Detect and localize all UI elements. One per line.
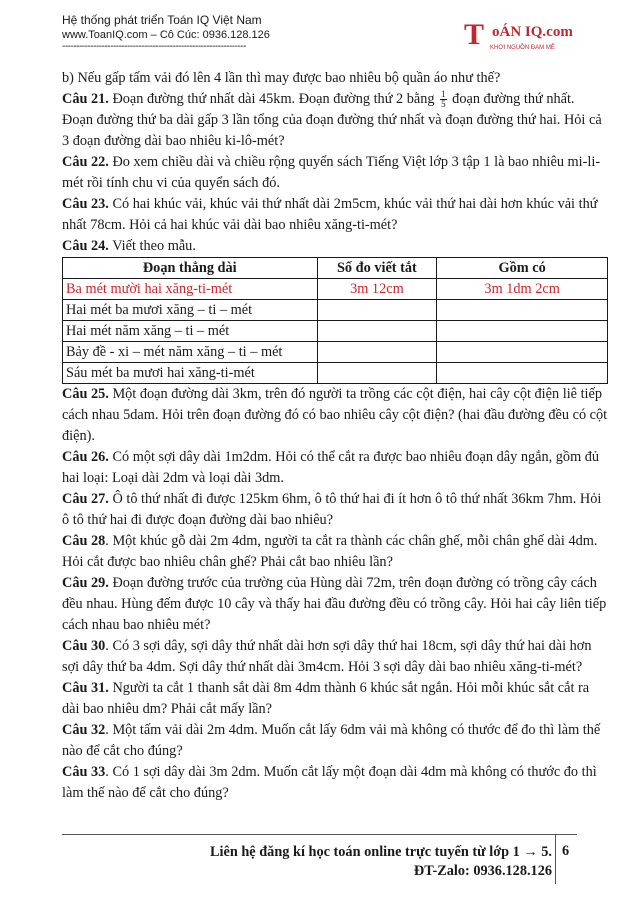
table-cell [437, 342, 608, 363]
question-32: Câu 32. Một tấm vải dài 2m 4dm. Muốn cắt lấy 6dm vải mà không có thước để đo thì làm thế nào để cắt cho đúng? [62, 722, 601, 759]
question-25: Câu 25. Một đoạn đường dài 3km, trên đó người ta trồng các cột điện, hai cây cột điện liê tiếp cách nhau 5dam. Hỏi trên đoạn đường đó có bao nhiêu cây cột điện? (hai đầu đường đều có cột điện). [62, 386, 608, 444]
question-27: Câu 27. Ô tô thứ nhất đi được 125km 6hm, ô tô thứ hai đi ít hơn ô tô thứ nhất 36km 7hm. Hỏi ô tô thứ hai đi được đoạn đường dài bao nhiêu? [62, 491, 602, 528]
table-cell [317, 342, 437, 363]
table-row [63, 342, 608, 363]
table-cell: 3m 1dm 2cm [437, 279, 608, 300]
question-28: Câu 28. Một khúc gỗ dài 2m 4dm, người ta cắt ra thành các chân ghế, mỗi chân ghế dài 4dm. Hỏi cắt được bao nhiêu chân ghế? Phải cắt bao nhiêu lần? [62, 533, 598, 570]
table-cell [317, 363, 437, 384]
footer-registration: Liên hệ đăng kí học toán online trực tuyến từ lớp 1 → 5. [209, 844, 552, 860]
question-31: Câu 31. Người ta cắt 1 thanh sắt dài 8m 4dm thành 6 khúc sắt ngắn. Hỏi mỗi khúc sắt cắt ra dài bao nhiêu dm? Phải cắt mấy lần? [62, 680, 590, 717]
question-21: Câu 21. Đoạn đường thứ nhất dài 45km. Đoạn đường thứ 2 bằng $\frac{1}{5}$ đoạn đường thứ nhất. Đoạn đường thứ ba dài gấp 3 lần tổng của đoạn đường thứ nhất và đoạn đường thứ hai. Hỏi cả 3 đoạn đường dài bao nhiêu ki-lô-mét? [62, 89, 602, 149]
question-label: Câu 32 [62, 722, 106, 738]
question-label: Câu 31. [62, 680, 109, 696]
logo-slogan: KHƠI NGUỒN ĐAM MÊ [490, 45, 555, 51]
logo-letter: T [464, 18, 485, 51]
question-label: Câu 30 [62, 638, 106, 654]
table-cell [437, 321, 608, 342]
table-row [63, 300, 608, 321]
table-cell: Bảy đề - xi – mét năm xăng – ti – mét [63, 342, 318, 363]
question-label: Câu 25. [62, 386, 109, 402]
table-cell: Hai mét năm xăng – ti – mét [63, 321, 318, 342]
fraction-one-fifth: $\frac{1}{5}$ [441, 89, 446, 110]
table-cell [317, 321, 437, 342]
question-label: Câu 33 [62, 764, 106, 780]
table-row-example [63, 279, 608, 300]
header-title: Hệ thống phát triển Toán IQ Việt Nam [62, 13, 262, 27]
question-24: Câu 24. Viết theo mẫu. [62, 238, 196, 254]
question-label: Câu 27. [62, 491, 109, 507]
table-cell: 3m 12cm [317, 279, 437, 300]
header-divider: ----------------------------------------------------------------- [62, 41, 246, 52]
table-cell: Hai mét ba mươi xăng – ti – mét [63, 300, 318, 321]
table-header-cell: Đoạn thẳng dài [63, 258, 318, 279]
page-footer [160, 843, 552, 881]
question-29: Câu 29. Đoạn đường trước của trường của Hùng dài 72m, trên đoạn đường có trồng cây cách đều nhau. Hùng đếm được 10 cây và thấy hai đầu đường đều có trồng cây. Hỏi hai cây liên tiếp cách nhau bao nhiêu mét? [62, 575, 607, 633]
question-23: Câu 23. Có hai khúc vải, khúc vải thứ nhất dài 2m5cm, khúc vải thứ hai dài hơn khúc vải thứ nhất 78cm. Hỏi cả hai khúc vải dài bao nhiêu xăng-ti-mét? [62, 196, 598, 233]
question-part-b: b) Nếu gấp tấm vải đó lên 4 lần thì may được bao nhiêu bộ quần áo như thế? [62, 70, 501, 86]
table-cell: Ba mét mười hai xăng-ti-mét [63, 279, 318, 300]
question-label: Câu 24. [62, 238, 109, 254]
question-26: Câu 26. Có một sợi dây dài 1m2dm. Hỏi có thể cắt ra được bao nhiêu đoạn dây ngắn, gồm đủ hai loại: Loại dài 2dm và loại dài 3dm. [62, 449, 600, 486]
page-number: 6 [562, 843, 570, 859]
footer-divider [62, 834, 577, 835]
question-label: Câu 21. [62, 91, 109, 107]
table-cell [437, 300, 608, 321]
measurement-table [62, 257, 608, 384]
question-label: Câu 26. [62, 449, 109, 465]
question-label: Câu 22. [62, 154, 109, 170]
toaniq-logo [464, 18, 582, 58]
footer-phone: ĐT-Zalo: 0936.128.126 [413, 863, 552, 879]
table-header-cell: Gồm có [437, 258, 608, 279]
question-30: Câu 30. Có 3 sợi dây, sợi dây thứ nhất dài hơn sợi dây thứ hai 18cm, sợi dây thứ hai dài hơn sợi dây thứ ba 4dm. Sợi dây thứ nhất dài 3m4cm. Hỏi 3 sợi dây dài bao nhiêu xăng-ti-mét? [62, 638, 592, 675]
table-header-row [63, 258, 608, 279]
table-cell [317, 300, 437, 321]
question-22: Câu 22. Đo xem chiều dài và chiều rộng quyển sách Tiếng Việt lớp 3 tập 1 là bao nhiêu mi-li-mét rồi tính chu vi của quyển sách đó. [62, 154, 601, 191]
table-cell [437, 363, 608, 384]
question-label: Câu 29. [62, 575, 109, 591]
header-contact: www.ToanIQ.com – Cô Cúc: 0936.128.126 [62, 29, 270, 41]
logo-text: oÁN IQ.com [492, 24, 573, 40]
table-cell: Sáu mét ba mươi hai xăng-ti-mét [63, 363, 318, 384]
table-row [63, 363, 608, 384]
footer-vertical-divider [555, 834, 556, 884]
question-label: Câu 28 [62, 533, 106, 549]
question-label: Câu 23. [62, 196, 109, 212]
page-header [62, 10, 582, 54]
page-content [62, 68, 608, 804]
table-header-cell: Số đo viết tắt [317, 258, 437, 279]
question-33: Câu 33. Có 1 sợi dây dài 3m 2dm. Muốn cắt lấy một đoạn dài 4dm mà không có thước đo thì làm thế nào để cắt cho đúng? [62, 764, 597, 801]
table-row [63, 321, 608, 342]
